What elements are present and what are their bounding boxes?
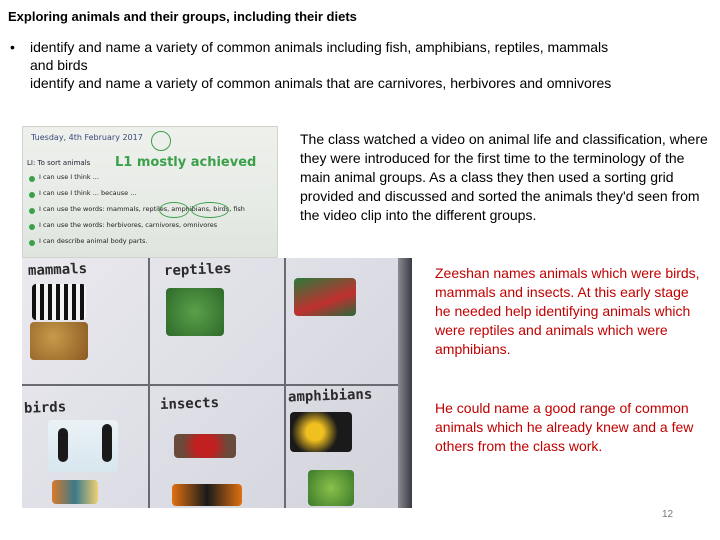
objective-text-second: identify and name a variety of common animals that are carnivores, herbivores and omnivores xyxy=(30,75,612,91)
sorting-grid-photo xyxy=(22,258,412,508)
snake-picture xyxy=(166,288,224,336)
class-description: The class watched a video on animal life and classification, where they were introduced for the first time to the terminology of the main animal groups. As a class they then used a sorting grid provided and discussed and sorted the animals they'd seen from the video clip into the different groups. xyxy=(300,131,708,223)
photo-mostly-achieved: L1 mostly achieved xyxy=(115,155,257,170)
grid-label-insects: insects xyxy=(159,394,220,414)
check-icon xyxy=(29,224,35,230)
check-icon xyxy=(29,240,35,246)
list-item xyxy=(10,38,710,56)
duck-picture xyxy=(52,480,98,504)
photo-line: I can use the words: mammals, reptiles, amphibians, birds, fish xyxy=(39,205,245,213)
newt-picture xyxy=(294,278,356,316)
pupil-observation-2: He could name a good range of common animals which he already knew and a few others from the class work. xyxy=(435,400,694,454)
slide-title: Exploring animals and their groups, including their diets xyxy=(8,9,357,24)
salamander-picture xyxy=(290,412,352,452)
grid-label-reptiles: reptiles xyxy=(163,260,232,280)
check-icon xyxy=(29,176,35,182)
check-icon xyxy=(29,192,35,198)
photo-lo-text: LI: To sort animals xyxy=(27,159,91,167)
frog-picture xyxy=(308,470,354,506)
objective-text: identify and name a variety of common animals including fish, amphibians, reptiles, mammals xyxy=(30,39,609,55)
grid-label-birds: birds xyxy=(23,399,67,417)
photo-line: I can use I think ... xyxy=(39,173,99,181)
objectives-list xyxy=(10,38,710,92)
ladybird-picture xyxy=(174,434,236,458)
photo-line: I can describe animal body parts. xyxy=(39,237,148,245)
highlight-circle xyxy=(191,202,229,218)
objective-text-continued: and birds xyxy=(30,57,88,73)
zebra-picture xyxy=(32,284,86,320)
lion-picture xyxy=(30,322,88,360)
grid-label-amphibians: amphibians xyxy=(287,386,373,406)
grid-divider xyxy=(22,384,398,386)
highlight-circle xyxy=(159,202,189,218)
grid-divider xyxy=(148,258,150,508)
penguin-icon xyxy=(58,428,68,462)
grid-divider xyxy=(284,258,286,508)
check-icon xyxy=(29,208,35,214)
pupil-observation-1: Zeeshan names animals which were birds, mammals and insects. At this early stage he needed help identifying animals which were reptiles and animals which were amphibians. xyxy=(435,265,700,357)
photo-line: I can use the words: herbivores, carnivores, omnivores xyxy=(39,221,218,229)
page-number: 12 xyxy=(662,509,674,520)
book-edge xyxy=(398,258,412,508)
photo-line: I can use I think ... because ... xyxy=(39,189,137,197)
highlight-circle xyxy=(151,131,171,151)
grid-label-mammals: mammals xyxy=(27,260,88,280)
photo-date-header: Tuesday, 4th February 2017 xyxy=(31,133,143,142)
butterfly-picture xyxy=(172,484,242,506)
objectives-photo xyxy=(22,126,278,258)
penguin-icon xyxy=(102,424,112,462)
bullet-icon: • xyxy=(10,39,15,55)
